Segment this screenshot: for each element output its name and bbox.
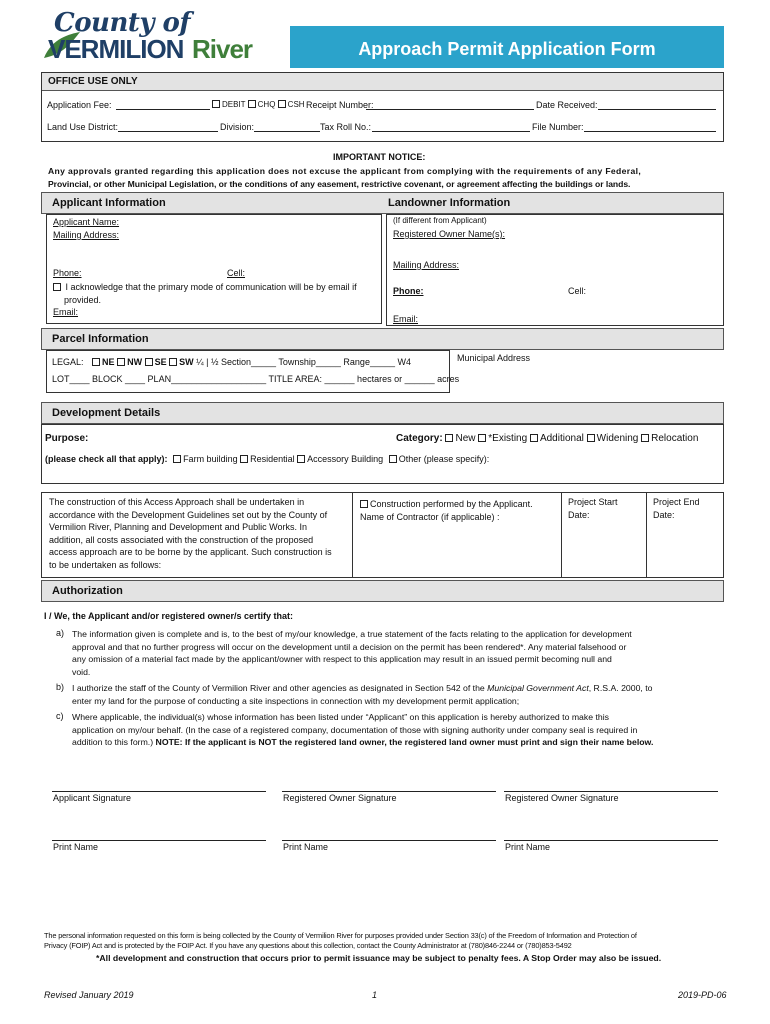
se-label: SE [154, 357, 167, 367]
other-checkbox[interactable] [389, 455, 397, 463]
existing-label: *Existing [488, 433, 528, 444]
applicant-name-label[interactable]: Applicant Name: [53, 217, 120, 227]
owner-signature-line-2[interactable] [504, 791, 718, 792]
sw-label: SW [179, 357, 194, 367]
end-date-label[interactable]: Project End Date: [653, 497, 700, 520]
chq-checkbox[interactable] [248, 100, 256, 108]
receipt-field[interactable] [366, 109, 534, 110]
page-number: 1 [372, 990, 378, 1000]
clause-c-line-1: Where applicable, the individual(s) whose information has been listed under “Applicant” on this application is hereby authorized to make this [72, 712, 609, 722]
office-use-header [42, 73, 723, 91]
logo-river-text: River [192, 34, 253, 64]
relocation-label: Relocation [651, 433, 699, 444]
date-received-field[interactable] [598, 109, 716, 110]
clause-c-note: NOTE: If the applicant is NOT the registered land owner, the registered land owner must print and sign their name below. [155, 737, 654, 747]
clause-b-text [72, 682, 652, 707]
authorization-heading: Authorization [52, 585, 123, 597]
landowner-email-label[interactable]: Email: [393, 314, 419, 324]
tax-roll-field[interactable] [372, 131, 530, 132]
category-row [396, 433, 698, 444]
land-use-label: Land Use District: [47, 122, 119, 132]
applicant-info-heading: Applicant Information [52, 197, 166, 209]
construction-line: access approach are to be borne by the applicant. Such construction is [49, 547, 332, 558]
print-name-line-3[interactable] [504, 840, 718, 841]
clause-a-line: The information given is complete and is, to the best of my/our knowledge, a true statement of the facts relating to the application for development [72, 629, 632, 639]
division-label: Division: [220, 122, 255, 132]
new-label: New [455, 433, 476, 444]
clause-c-line-3 [72, 736, 653, 749]
construction-line: addition, all costs associated with the construction of the proposed [49, 534, 314, 545]
print-name-label-2: Print Name [283, 842, 329, 852]
legal-row [52, 357, 411, 367]
ne-checkbox[interactable] [92, 358, 100, 366]
landowner-phone-label[interactable]: Phone: [393, 286, 424, 296]
construction-line: to be undertaken as follows: [49, 559, 162, 570]
print-name-line-2[interactable] [282, 840, 496, 841]
clause-b-line-1 [72, 682, 652, 695]
construction-text [49, 496, 332, 572]
additional-checkbox[interactable] [530, 434, 538, 442]
app-fee-label: Application Fee: [47, 100, 112, 110]
debit-label: DEBIT [222, 100, 246, 109]
contractor-label[interactable]: Name of Contractor (if applicable) : [360, 512, 500, 522]
development-heading: Development Details [52, 407, 161, 419]
sw-checkbox[interactable] [169, 358, 177, 366]
accessory-label: Accessory Building [307, 454, 384, 464]
clause-b-line-2: enter my land for the purpose of conducting a site inspections in connection with my development permit application; [72, 695, 520, 706]
csh-label: CSH [287, 100, 305, 109]
form-title: Approach Permit Application Form [290, 26, 724, 68]
payment-methods [212, 100, 305, 109]
landowner-cell-label[interactable]: Cell: [568, 286, 587, 296]
debit-checkbox[interactable] [212, 100, 220, 108]
start-date-label[interactable]: Project Start Date: [568, 497, 618, 520]
widening-label: Widening [596, 433, 639, 444]
acknowledge-checkbox[interactable] [53, 283, 61, 291]
farm-label: Farm building [183, 454, 238, 464]
applicant-signature-line[interactable] [52, 791, 266, 792]
notice-line-2: Provincial, or other Municipal Legislation, or the conditions of any easement, restrictive covenant, or agreement affecting the buildings or lands. [48, 179, 631, 189]
csh-checkbox[interactable] [278, 100, 286, 108]
receipt-label: Receipt Number: [306, 100, 374, 110]
app-fee-field[interactable] [116, 109, 210, 110]
tax-roll-label: Tax Roll No.: [320, 122, 372, 132]
widening-checkbox[interactable] [587, 434, 595, 442]
clause-c-line-2: application on my/our behalf. (In the case of a registered company, documentation of those with signing authority under company seal is required in [72, 724, 638, 735]
parcel-info-heading: Parcel Information [52, 333, 149, 345]
performed-by-row [360, 499, 533, 509]
applicant-email-label[interactable]: Email: [53, 307, 79, 317]
clause-c-text [72, 711, 653, 749]
accessory-checkbox[interactable] [297, 455, 305, 463]
applicant-mailing-label[interactable]: Mailing Address: [53, 230, 120, 240]
relocation-checkbox[interactable] [641, 434, 649, 442]
clause-b-post: , R.S.A. 2000, to [588, 683, 653, 693]
construction-divider-3 [646, 492, 647, 578]
residential-checkbox[interactable] [240, 455, 248, 463]
category-label: Category: [396, 433, 443, 444]
new-checkbox[interactable] [445, 434, 453, 442]
date-received-label: Date Received: [536, 100, 598, 110]
nw-checkbox[interactable] [117, 358, 125, 366]
clause-a-label: a) [56, 628, 65, 638]
form-code: 2019-PD-06 [678, 990, 727, 1000]
owner-signature-label-2: Registered Owner Signature [505, 793, 619, 803]
nw-label: NW [127, 357, 143, 367]
land-use-field[interactable] [118, 131, 218, 132]
county-logo [40, 10, 280, 70]
check-all-label: (please check all that apply): [45, 454, 168, 464]
construction-line: accordance with the Development Guidelines set out by the County of [49, 509, 328, 520]
se-checkbox[interactable] [145, 358, 153, 366]
penalty-warning: *All development and construction that occurs prior to permit issuance may be subject to penalty fees. A Stop Order may also be issued. [96, 953, 662, 963]
construction-divider-2 [561, 492, 562, 578]
clause-b-label: b) [56, 682, 65, 692]
applicant-signature-label: Applicant Signature [53, 793, 132, 803]
clause-a-line: void. [72, 666, 91, 677]
authorization-header [41, 580, 724, 602]
ne-label: NE [102, 357, 115, 367]
privacy-line-2: Privacy (FOIP) Act and is protected by the FOIP Act. If you have any questions about this collection, contact the County Administrator at (780)846-2244 or (780)853-5492 [44, 941, 572, 950]
landowner-info-heading: Landowner Information [388, 197, 511, 209]
acknowledge-row [53, 282, 357, 292]
certify-statement: I / We, the Applicant and/or registered owner/s certify that: [44, 611, 294, 621]
applicant-phone-label[interactable]: Phone: [53, 268, 82, 278]
clause-a-line: approval and that no further progress will occur on the development until a decision on the permit has been rendered*. Any material falsehood or [72, 641, 627, 652]
parcel-info-header [41, 328, 724, 350]
purpose-label[interactable]: Purpose: [45, 433, 89, 444]
existing-checkbox[interactable] [478, 434, 486, 442]
owner-signature-line-1[interactable] [282, 791, 496, 792]
print-name-label-3: Print Name [505, 842, 551, 852]
office-use-heading: OFFICE USE ONLY [48, 76, 138, 87]
logo-vermilion-text: VERMILION [48, 34, 184, 64]
notice-line-1: Any approvals granted regarding this application does not excuse the applicant from complying with the requirements of any Federal, [48, 166, 642, 176]
legal-label: LEGAL: [52, 357, 84, 367]
lot-block-plan-row[interactable]: LOT____ BLOCK ____ PLAN___________________ TITLE AREA: ______ hectares or ______ acres [52, 374, 460, 384]
municipal-act-title: Municipal Government Act [487, 683, 589, 693]
owner-signature-label-1: Registered Owner Signature [283, 793, 397, 803]
check-all-row [45, 454, 489, 464]
division-field[interactable] [254, 131, 320, 132]
applicant-cell-label[interactable]: Cell: [227, 268, 246, 278]
development-header [41, 402, 724, 424]
farm-checkbox[interactable] [173, 455, 181, 463]
print-name-line-1[interactable] [52, 840, 266, 841]
performed-by-label: Construction performed by the Applicant. [370, 499, 533, 509]
privacy-line-1: The personal information requested on this form is being collected by the County of Vermilion River for purposes provided under Section 33(c) of the Freedom of Information and Protection of [44, 931, 637, 940]
revised-date: Revised January 2019 [44, 990, 134, 1000]
landowner-reg-names-label[interactable]: Registered Owner Name(s): [393, 229, 506, 239]
applicant-landowner-header [41, 192, 724, 214]
performed-by-checkbox[interactable] [360, 500, 368, 508]
print-name-label-1: Print Name [53, 842, 99, 852]
clause-b-pre: I authorize the staff of the County of Vermilion River and other agencies as designated in Section 542 of the [72, 683, 488, 693]
notice-heading: IMPORTANT NOTICE: [333, 152, 426, 162]
construction-line: The construction of this Access Approach shall be undertaken in [49, 497, 305, 507]
landowner-note: (If different from Applicant) [393, 216, 487, 225]
construction-line: Vermilion River, Planning and Development and Public Works. In [49, 522, 307, 533]
construction-divider-1 [352, 492, 353, 578]
clause-c-pre: addition to this form.) [72, 737, 156, 747]
acknowledge-text-cont: provided. [64, 295, 102, 305]
logo-county-text: County of [54, 8, 191, 38]
file-number-label: File Number: [532, 122, 584, 132]
section-township-range[interactable]: ¼ | ½ Section_____ Township_____ Range_____ W4 [196, 357, 411, 367]
landowner-mailing-label[interactable]: Mailing Address: [393, 260, 460, 270]
other-label: Other (please specify): [398, 454, 490, 464]
file-number-field[interactable] [584, 131, 716, 132]
municipal-address-label[interactable]: Municipal Address [457, 353, 531, 363]
residential-label: Residential [250, 454, 295, 464]
acknowledge-text: I acknowledge that the primary mode of communication will be by email if [65, 282, 357, 292]
clause-a-line: any omission of a material fact made by the applicant/owner with respect to this application may result in an issued permit becoming null and [72, 654, 612, 664]
clause-c-label: c) [56, 711, 64, 721]
additional-label: Additional [539, 433, 584, 444]
chq-label: CHQ [257, 100, 276, 109]
clause-a-text [72, 628, 632, 678]
